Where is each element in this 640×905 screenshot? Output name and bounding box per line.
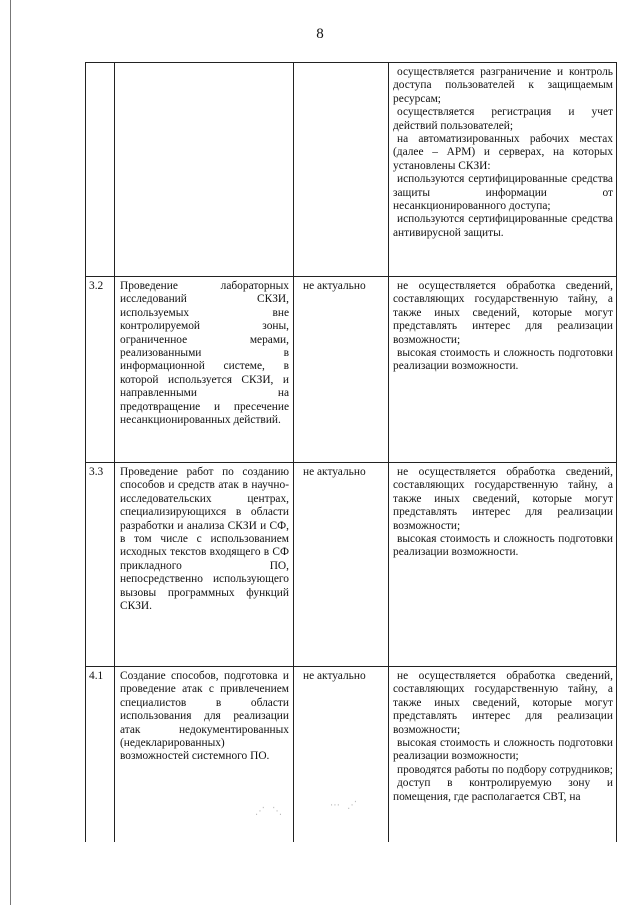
row-number	[86, 63, 115, 277]
relevance-cell: не актуально	[294, 277, 389, 463]
scan-smudge: ⋯ ⋰	[330, 800, 360, 811]
justification-item: на автоматизированных рабочих местах (далее – АРМ) и серверах, на которых установлены СКЗИ:	[393, 133, 613, 172]
justification-item: высокая стоимость и сложность подготовки реализации возможности.	[393, 347, 613, 373]
justification-item: не осуществляется обработка сведений, составляющих государственную тайну, а также иных сведений, которые могут представлять интерес для реализации возможности;	[393, 280, 613, 346]
page-margin-line	[10, 0, 11, 905]
justification-item: осуществляется разграничение и контроль доступа пользователей к защищаемым ресурсам;	[393, 66, 613, 105]
threat-description: Проведение работ по созданию способов и средств атак в научно-исследовательских центрах, специализирующихся в области разработки и анализа СКЗИ и СФ, в том числе с использованием исходных текстов входящего в СФ прикладного ПО, непосредственно использующего вызовы программных функций СКЗИ.	[115, 463, 294, 667]
threat-description: Создание способов, подготовка и проведение атак с привлечением специалистов в области использования для реализации атак недокументированных (недекларированных) возможностей системного ПО.	[115, 667, 294, 842]
justification-item: используются сертифицированные средства антивирусной защиты.	[393, 213, 613, 239]
justification-item: осуществляется регистрация и учет действий пользователей;	[393, 106, 613, 132]
threat-description	[115, 63, 294, 277]
row-number: 3.2	[86, 277, 115, 463]
relevance-cell	[294, 63, 389, 277]
justification-cell	[389, 667, 617, 842]
justification-item: не осуществляется обработка сведений, составляющих государственную тайну, а также иных сведений, которые могут представлять интерес для реализации возможности;	[393, 466, 613, 532]
justification-cell	[389, 463, 617, 667]
threat-description: Проведение лабораторных исследований СКЗИ, используемых вне контролируемой зоны, ограниченное мерами, реализованными в информационной системе, в которой используется СКЗИ, и направленными на предотвращение и пресечение несанкционированных действий.	[115, 277, 294, 463]
justification-item: проводятся работы по подбору сотрудников;	[397, 763, 613, 776]
page-number: 8	[316, 26, 324, 42]
justification-item: доступ в контролируемую зону и помещения, где располагается СВТ, на	[393, 777, 613, 803]
table-row	[86, 277, 617, 463]
threats-table	[85, 62, 617, 842]
row-number: 3.3	[86, 463, 115, 667]
scan-smudge: ⋰ ⋱	[255, 806, 285, 817]
justification-item: используются сертифицированные средства защиты информации от несанкционированного доступа;	[393, 173, 613, 213]
table-row	[86, 63, 617, 277]
table-row	[86, 667, 617, 842]
justification-cell	[389, 63, 617, 277]
relevance-cell: не актуально	[294, 463, 389, 667]
table-row	[86, 463, 617, 667]
relevance-cell: не актуально	[294, 667, 389, 842]
justification-cell	[389, 277, 617, 463]
row-number: 4.1	[86, 667, 115, 842]
justification-item: высокая стоимость и сложность подготовки реализации возможности;	[393, 737, 613, 763]
justification-item: не осуществляется обработка сведений, составляющих государственную тайну, а также иных сведений, которые могут представлять интерес для реализации возможности;	[393, 670, 613, 736]
justification-item: высокая стоимость и сложность подготовки реализации возможности.	[393, 533, 613, 559]
